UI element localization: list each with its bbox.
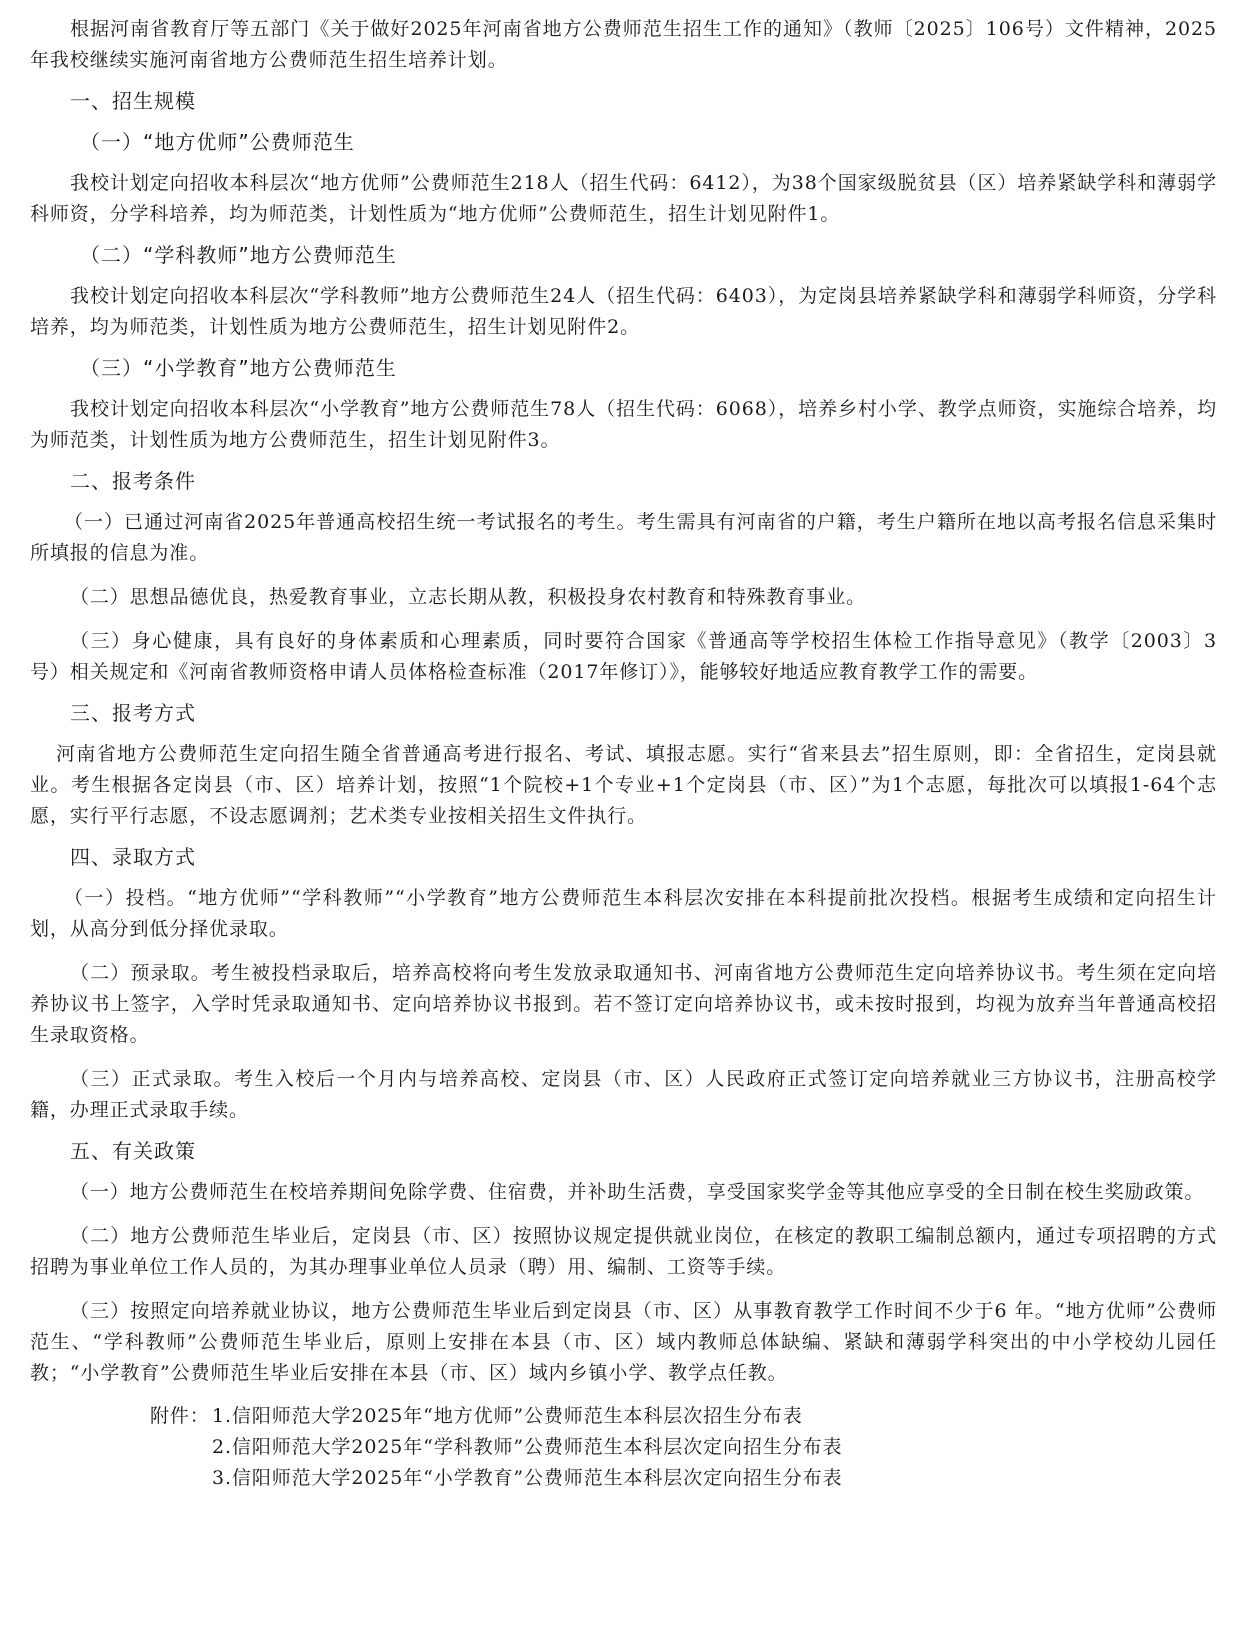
section-2-heading: 二、报考条件 — [70, 469, 196, 493]
section-1-sub-2-paragraph: 我校计划定向招收本科层次“学科教师”地方公费师范生24人（招生代码：6403），为定岗县培养紧缺学科和薄弱学科师资，分学科培养，均为师范类，计划性质为地方公费师范生，招生计划见附件2。 — [30, 285, 1217, 338]
section-3-heading: 三、报考方式 — [70, 701, 196, 725]
attachment-row — [150, 1401, 1217, 1432]
section-4-paragraph-3: （三）正式录取。考生入校后一个月内与培养高校、定岗县（市、区）人民政府正式签订定向培养就业三方协议书，注册高校学籍，办理正式录取手续。 — [30, 1068, 1217, 1121]
section-5-paragraph-1: （一）地方公费师范生在校培养期间免除学费、住宿费，并补助生活费，享受国家奖学金等其他应享受的全日制在校生奖励政策。 — [70, 1181, 1205, 1203]
section-1-sub-1-heading: （一）“地方优师”公费师范生 — [80, 130, 355, 154]
section-5-paragraph-3: （三）按照定向培养就业协议，地方公费师范生毕业后到定岗县（市、区）从事教育教学工作时间不少于6 年。“地方优师”公费师范生、“学科教师”公费师范生毕业后，原则上安排在本县（市、区）域内教师总体缺编、紧缺和薄弱学科突出的中小学校幼儿园任教；“小学教育”公费师范生毕业后安排在本县（市、区）域内乡镇小学、教学点任教。 — [30, 1300, 1217, 1384]
section-1-sub-3-paragraph: 我校计划定向招收本科层次“小学教育”地方公费师范生78人（招生代码：6068），培养乡村小学、教学点师资，实施综合培养，均为师范类，计划性质为地方公费师范生，招生计划见附件3。 — [30, 398, 1217, 451]
attachment-row — [150, 1463, 1217, 1494]
section-1-sub-2-heading: （二）“学科教师”地方公费师范生 — [80, 243, 397, 267]
section-1-heading: 一、招生规模 — [70, 89, 196, 113]
section-2-paragraph-1: （一）已通过河南省2025年普通高校招生统一考试报名的考生。考生需具有河南省的户籍，考生户籍所在地以高考报名信息采集时所填报的信息为准。 — [30, 511, 1217, 564]
section-5-heading: 五、有关政策 — [70, 1139, 196, 1163]
attachment-item-3: 3.信阳师范大学2025年“小学教育”公费师范生本科层次定向招生分布表 — [212, 1467, 843, 1489]
section-2-paragraph-3: （三）身心健康，具有良好的身体素质和心理素质，同时要符合国家《普通高等学校招生体检工作指导意见》（教学〔2003〕3 号）相关规定和《河南省教师资格申请人员体格检查标准（2017年修订）》，能够较好地适应教育教学工作的需要。 — [30, 630, 1217, 683]
section-1-sub-1-paragraph: 我校计划定向招收本科层次“地方优师”公费师范生218人（招生代码：6412），为38个国家级脱贫县（区）培养紧缺学科和薄弱学科师资，分学科培养，均为师范类，计划性质为“地方优师”公费师范生，招生计划见附件1。 — [30, 172, 1217, 225]
section-5-paragraph-2: （二）地方公费师范生毕业后，定岗县（市、区）按照协议规定提供就业岗位，在核定的教职工编制总额内，通过专项招聘的方式招聘为事业单位工作人员的，为其办理事业单位人员录（聘）用、编制、工资等手续。 — [30, 1225, 1217, 1278]
section-4-paragraph-2: （二）预录取。考生被投档录取后，培养高校将向考生发放录取通知书、河南省地方公费师范生定向培养协议书。考生须在定向培养协议书上签字，入学时凭录取通知书、定向培养协议书报到。若不签订定向培养协议书，或未按时报到，均视为放弃当年普通高校招生录取资格。 — [30, 962, 1217, 1046]
section-2-paragraph-2: （二）思想品德优良，热爱教育事业，立志长期从教，积极投身农村教育和特殊教育事业。 — [70, 586, 867, 608]
attachments-label: 附件： — [150, 1405, 210, 1427]
attachments-list — [30, 1401, 1217, 1494]
section-4-heading: 四、录取方式 — [70, 845, 196, 869]
section-4-paragraph-1: （一）投档。“地方优师”“学科教师”“小学教育”地方公费师范生本科层次安排在本科提前批次投档。根据考生成绩和定向招生计划，从高分到低分择优录取。 — [30, 887, 1217, 940]
section-1-sub-3-heading: （三）“小学教育”地方公费师范生 — [80, 356, 397, 380]
attachment-row — [150, 1432, 1217, 1463]
attachment-item-2: 2.信阳师范大学2025年“学科教师”公费师范生本科层次定向招生分布表 — [212, 1436, 843, 1458]
attachment-item-1: 1.信阳师范大学2025年“地方优师”公费师范生本科层次招生分布表 — [212, 1405, 803, 1427]
intro-paragraph: 根据河南省教育厅等五部门《关于做好2025年河南省地方公费师范生招生工作的通知》（教师〔2025〕106号）文件精神，2025年我校继续实施河南省地方公费师范生招生培养计划。 — [30, 18, 1217, 71]
section-3-paragraph-1: 河南省地方公费师范生定向招生随全省普通高考进行报名、考试、填报志愿。实行“省来县去”招生原则，即：全省招生，定岗县就业。考生根据各定岗县（市、区）培养计划，按照“1个院校+1个专业+1个定岗县（市、区）”为1个志愿，每批次可以填报1-64个志愿，实行平行志愿，不设志愿调剂；艺术类专业按相关招生文件执行。 — [30, 743, 1217, 827]
